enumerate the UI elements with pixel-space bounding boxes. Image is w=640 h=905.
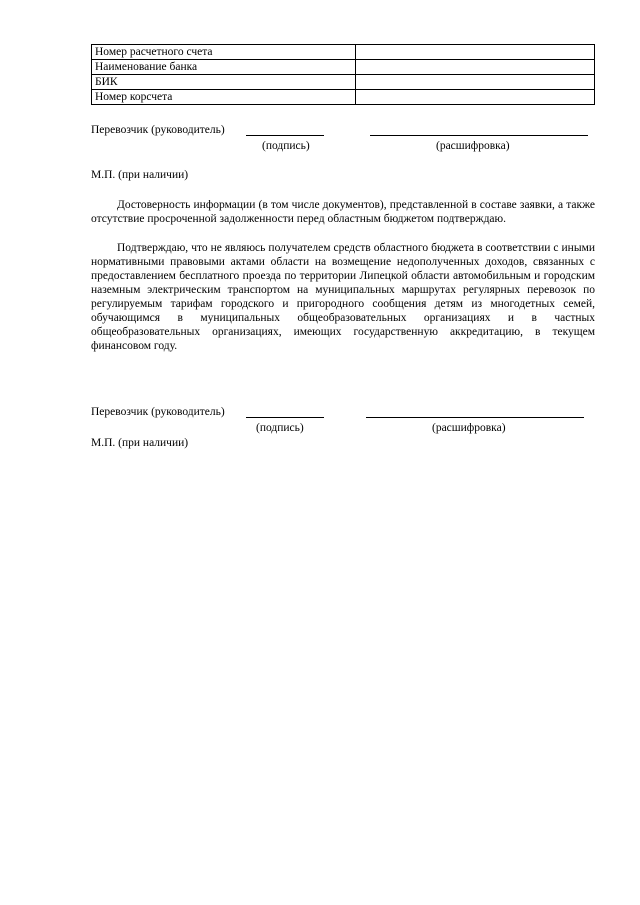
signature-caption: (подпись) <box>262 140 310 152</box>
table-row <box>92 45 595 60</box>
stamp-note: М.П. (при наличии) <box>91 169 189 181</box>
table-cell-label: БИК <box>92 75 356 90</box>
not-recipient-paragraph: Подтверждаю, что не являюсь получателем средств областного бюджета в соответствии с иными нормативными правовыми актами области на возмещение недополученных доходов, связанных с предоставлением бесплатного проезда по территории Липецкой области автомобильным и городским наземным электрическим транспортом на муниципальных маршрутах регулярных перевозок по регулируемым тарифам городского и пригородного сообщения детям из многодетных семей, обучающимся в муниципальных общеобразовательных организациях и в частных общеобразовательных организациях, имеющих государственную аккредитацию, в текущем финансовом году. <box>91 242 595 352</box>
table-row <box>92 75 595 90</box>
signature-line <box>246 135 324 136</box>
table-cell-value <box>356 75 595 90</box>
table-cell-value <box>356 45 595 60</box>
table-cell-label: Номер корсчета <box>92 90 356 105</box>
table-row <box>92 90 595 105</box>
table-cell-value <box>356 60 595 75</box>
transcript-line <box>370 135 588 136</box>
table-cell-label: Наименование банка <box>92 60 356 75</box>
carrier-label: Перевозчик (руководитель) <box>91 406 225 418</box>
table-row <box>92 60 595 75</box>
table-cell-value <box>356 90 595 105</box>
bank-details-table <box>91 44 595 105</box>
transcript-caption: (расшифровка) <box>432 422 506 434</box>
carrier-label: Перевозчик (руководитель) <box>91 124 225 136</box>
transcript-caption: (расшифровка) <box>436 140 510 152</box>
table-cell-label: Номер расчетного счета <box>92 45 356 60</box>
reliability-paragraph: Достоверность информации (в том числе документов), представленной в составе заявки, а также отсутствие просроченной задолженности перед областным бюджетом подтверждаю. <box>91 199 595 225</box>
signature-line <box>246 417 324 418</box>
signature-caption: (подпись) <box>256 422 304 434</box>
transcript-line <box>366 417 584 418</box>
stamp-note: М.П. (при наличии) <box>91 437 189 449</box>
